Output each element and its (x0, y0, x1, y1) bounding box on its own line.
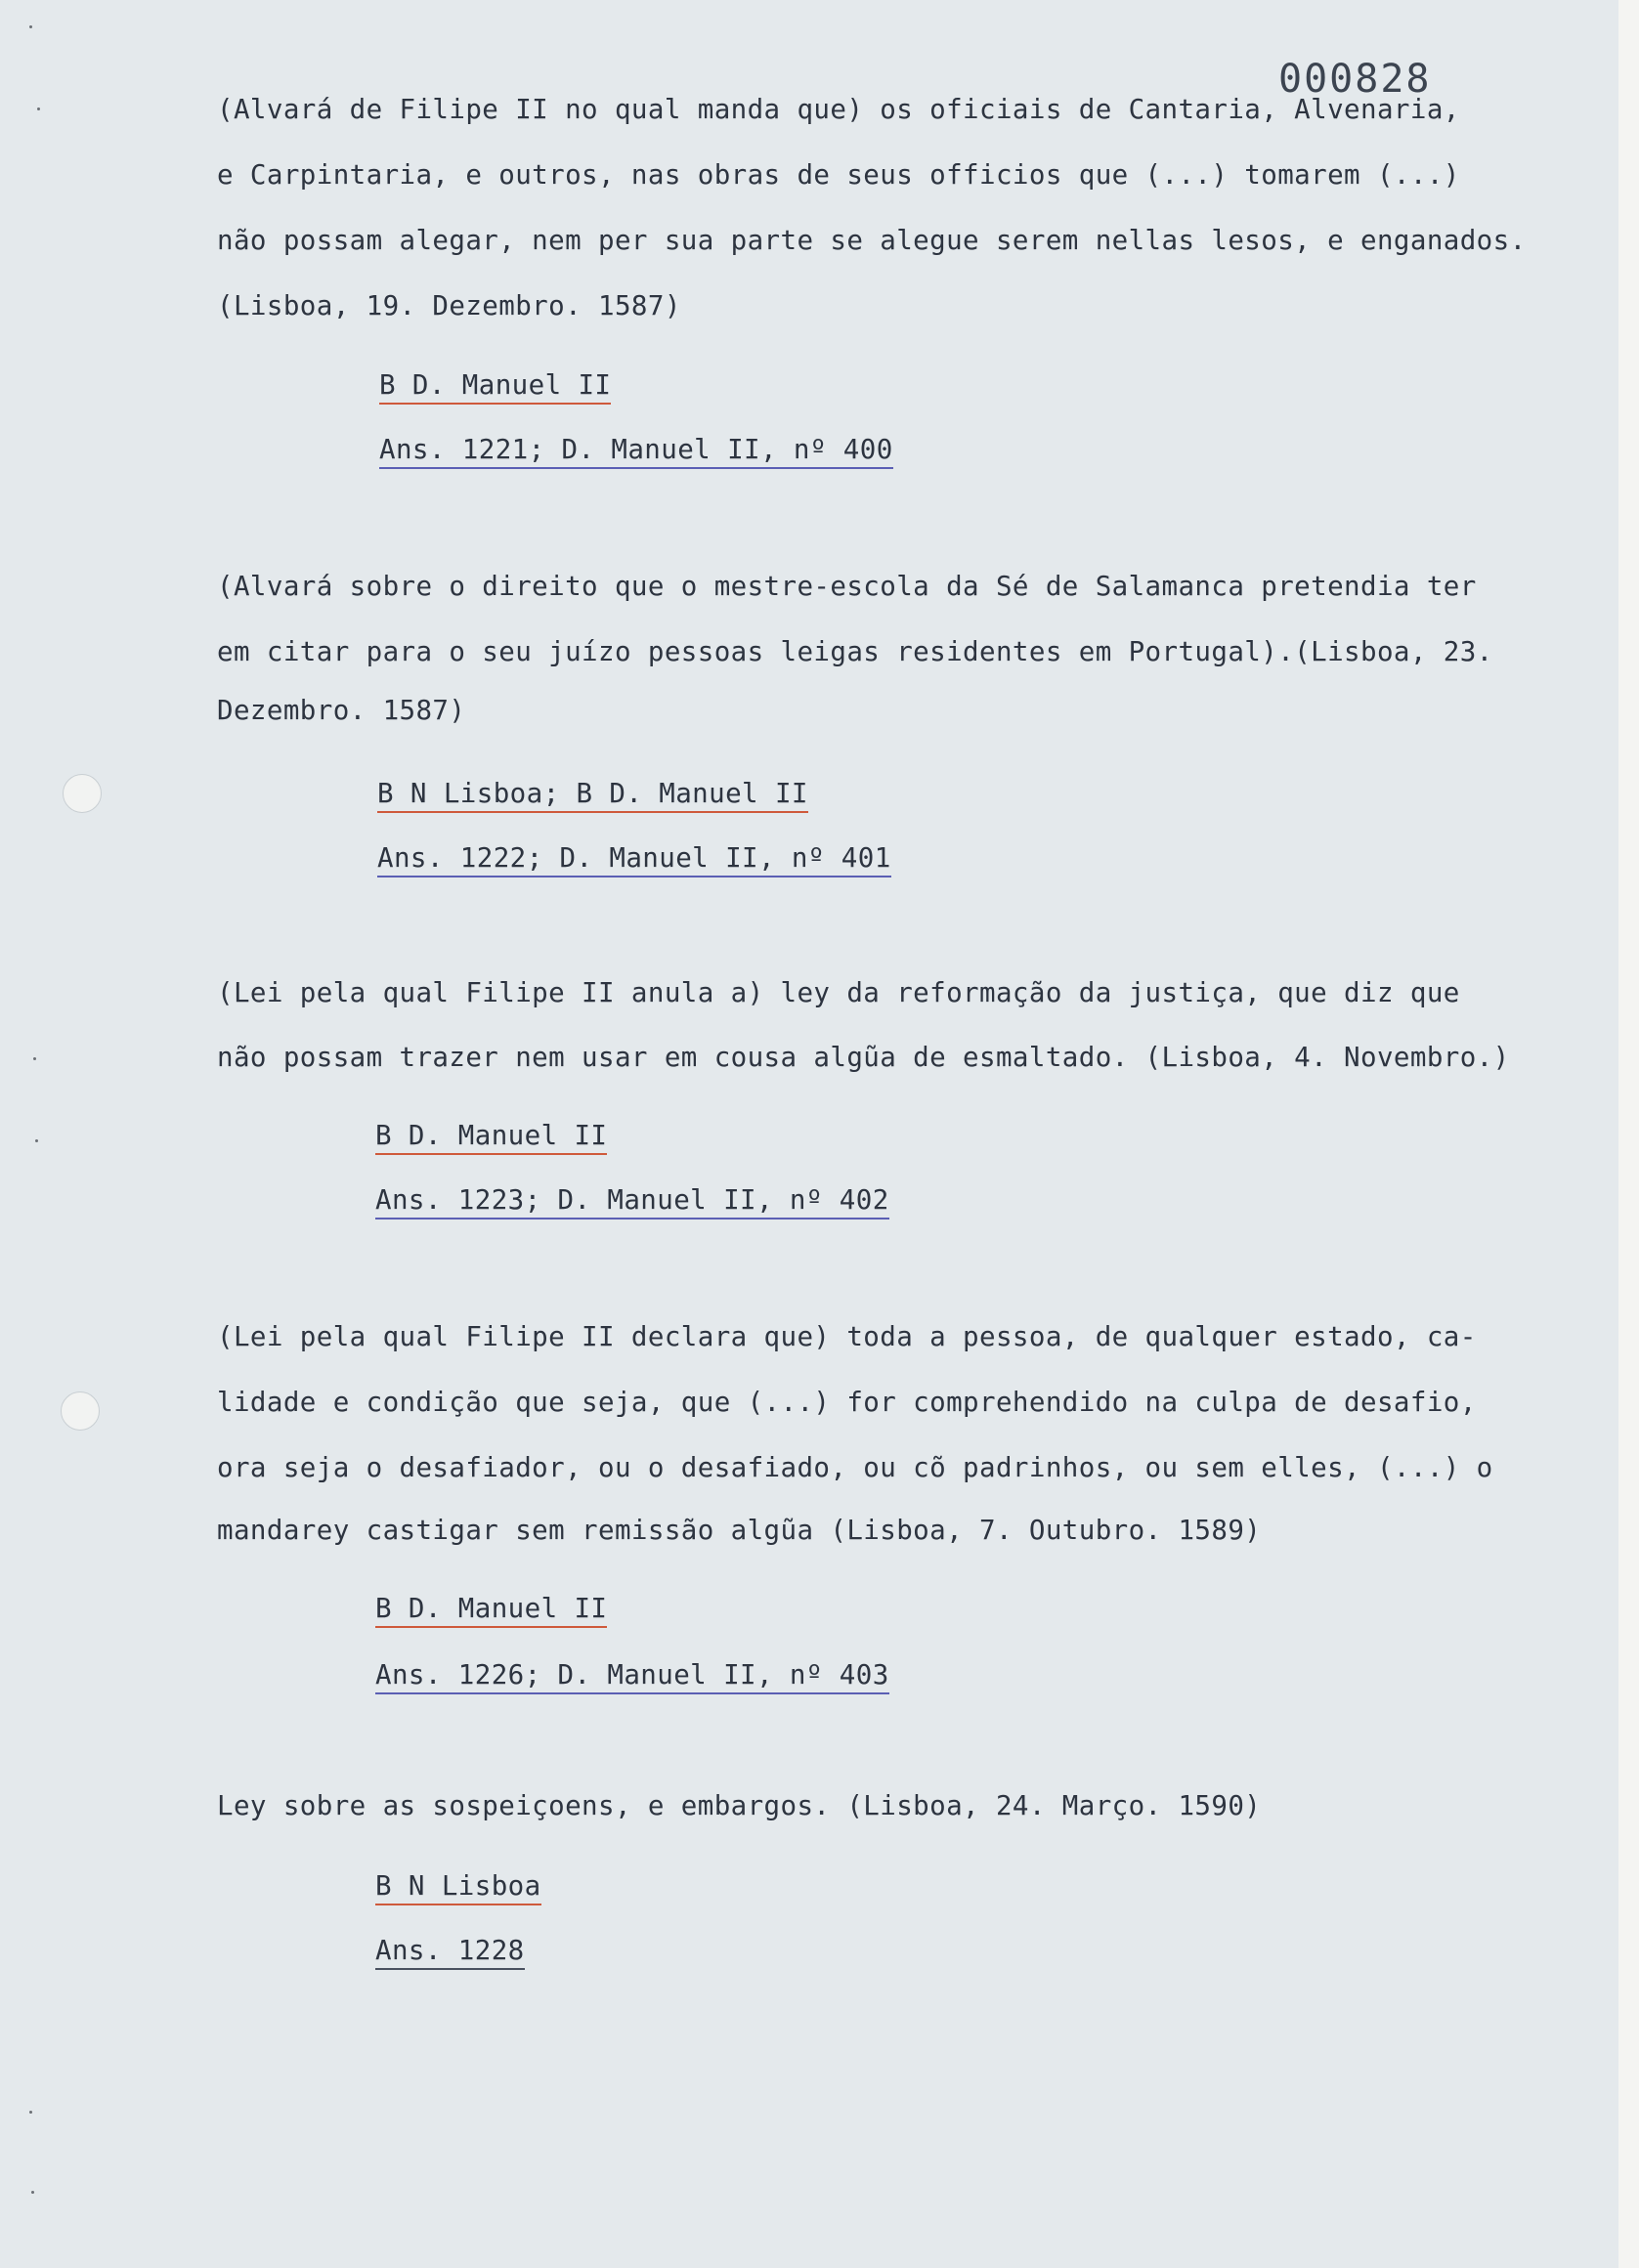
catalog-reference-text: Ans. 1222; D. Manuel II, nº 401 (377, 842, 891, 877)
catalog-reference (375, 1935, 525, 1966)
library-location-text: B D. Manuel II (379, 369, 611, 405)
library-location (377, 778, 808, 809)
library-location (375, 1120, 607, 1151)
punch-hole (61, 1391, 100, 1431)
library-location-text: B N Lisboa (375, 1870, 541, 1905)
catalog-reference-text: Ans. 1221; D. Manuel II, nº 400 (379, 434, 893, 469)
catalog-reference (377, 842, 891, 874)
entry-text-line: (Lei pela qual Filipe II anula a) ley da reformação da justiça, que diz que (217, 977, 1460, 1008)
entry-text-line: não possam alegar, nem per sua parte se alegue serem nellas lesos, e enganados. (217, 225, 1527, 256)
entry-text-line: e Carpintaria, e outros, nas obras de seus officios que (...) tomarem (...) (217, 159, 1460, 191)
catalog-reference (375, 1184, 889, 1216)
entry-text-line: em citar para o seu juízo pessoas leigas residentes em Portugal).(Lisboa, 23. (217, 636, 1493, 667)
page-number: 000828 (1278, 57, 1432, 102)
paper-speck (33, 1057, 36, 1060)
paper-speck (35, 1139, 38, 1142)
library-location (375, 1870, 541, 1902)
library-location (375, 1593, 607, 1624)
punch-hole (63, 774, 102, 813)
catalog-reference (379, 434, 893, 465)
entry-text-line: Dezembro. 1587) (217, 695, 466, 726)
catalog-reference-text: Ans. 1223; D. Manuel II, nº 402 (375, 1184, 889, 1220)
paper-speck (31, 2191, 34, 2194)
library-location-text: B D. Manuel II (375, 1120, 607, 1155)
entry-text-line: ora seja o desafiador, ou o desafiado, ou cõ padrinhos, ou sem elles, (...) o (217, 1452, 1493, 1483)
page-edge (1618, 0, 1639, 2268)
entry-text-line: (Lei pela qual Filipe II declara que) toda a pessoa, de qualquer estado, ca- (217, 1321, 1477, 1352)
catalog-reference (375, 1659, 889, 1690)
paper-speck (29, 2111, 32, 2114)
library-location (379, 369, 611, 401)
entry-text-line: (Lisboa, 19. Dezembro. 1587) (217, 290, 681, 321)
library-location-text: B D. Manuel II (375, 1593, 607, 1628)
entry-text-line: (Alvará de Filipe II no qual manda que) os oficiais de Cantaria, Alvenaria, (217, 94, 1460, 125)
catalog-reference-text: Ans. 1228 (375, 1935, 525, 1970)
catalog-reference-text: Ans. 1226; D. Manuel II, nº 403 (375, 1659, 889, 1694)
entry-text-line: mandarey castigar sem remissão algũa (Lisboa, 7. Outubro. 1589) (217, 1515, 1262, 1546)
entry-text-line: (Alvará sobre o direito que o mestre-escola da Sé de Salamanca pretendia ter (217, 571, 1477, 602)
paper-speck (37, 107, 40, 110)
entry-text-line: Ley sobre as sospeiçoens, e embargos. (Lisboa, 24. Março. 1590) (217, 1790, 1262, 1821)
library-location-text: B N Lisboa; B D. Manuel II (377, 778, 808, 813)
entry-text-line: não possam trazer nem usar em cousa algũa de esmaltado. (Lisboa, 4. Novembro.) (217, 1042, 1510, 1073)
paper-speck (29, 25, 32, 28)
entry-text-line: lidade e condição que seja, que (...) for comprehendido na culpa de desafio, (217, 1387, 1477, 1418)
